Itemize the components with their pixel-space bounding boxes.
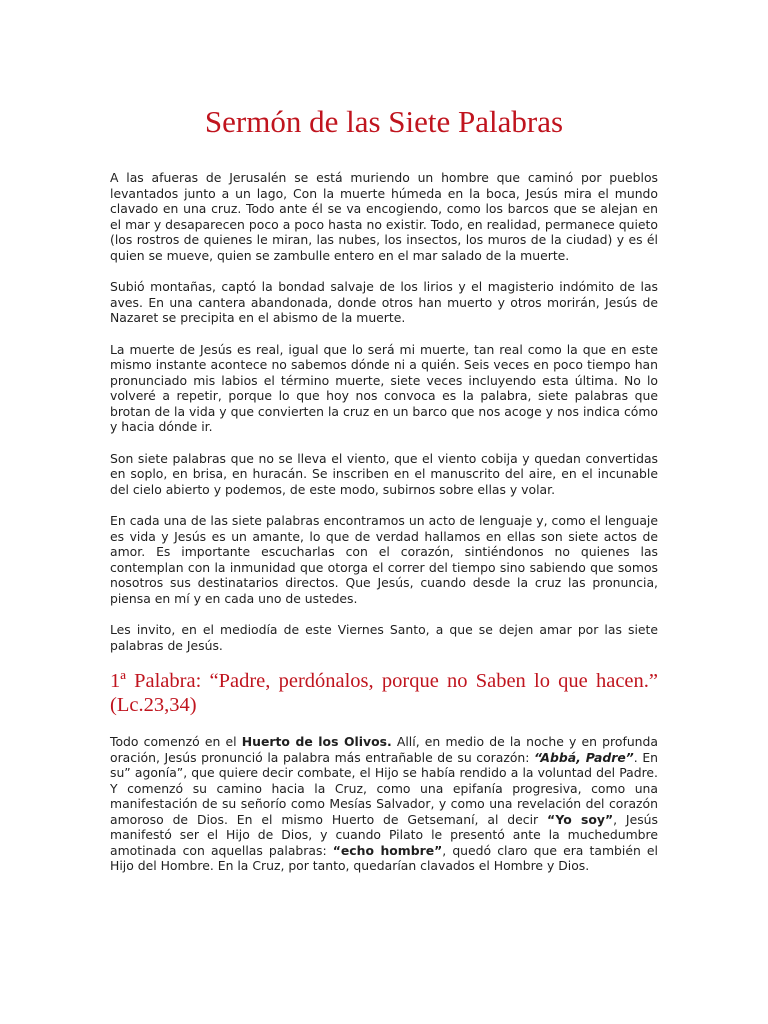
bold-run-echo-hombre: “echo hombre” — [332, 842, 443, 858]
paragraph-2: Subió montañas, captó la bondad salvaje de los lirios y el magisterio indómito de las aves. En una cantera abandonada, donde otros han muerto y otros morirán, Jesús de Nazaret se precipita en el abismo de la muerte. — [110, 279, 658, 325]
paragraph-5: En cada una de las siete palabras encontramos un acto de lenguaje y, como el lenguaje es vida y Jesús es un amante, lo que de verdad hallamos en ellas son siete actos de amor. Es importante escucharlas con el corazón, sintiéndonos no quienes las contemplan con la inmunidad que otorga el correr del tiempo sino sabiendo que somos nosotros sus destinatarios directos. Que Jesús, cuando desde la cruz las pronuncia, piensa en mí y en cada uno de ustedes. — [110, 513, 658, 606]
text-run: , Jesús manifestó ser el Hijo de Dios, y cuando Pilato le presentó ante la muchedumbre amotinada con aquellas palabras: — [110, 811, 658, 858]
bold-run-huerto: Huerto de los Olivos. — [241, 734, 392, 749]
bold-run-abba: “Abbá, Padre” — [534, 749, 634, 765]
paragraph-1: A las afueras de Jerusalén se está muriendo un hombre que caminó por pueblos levantados junto a un lago, Con la muerte húmeda en la boca, Jesús mira el mundo clavado en una cruz. Todo ante él se va encogiendo, como los barcos que se alejan en el mar y desaparecen poco a poco hasta no existir. Todo, en realidad, permanece quieto (los rostros de quienes le miran, las nubes, los insectos, los muros de la ciudad) y es él quien se mueve, quien se zambulle entero en el mar salado de la muerte. — [110, 170, 658, 263]
paragraph-3: La muerte de Jesús es real, igual que lo será mi muerte, tan real como la que en este mismo instante acontece no sabemos dónde ni a quién. Seis veces en poco tiempo han pronunciado mis labios el término muerte, siete veces incluyendo esta última. No lo volveré a repetir, porque lo que hoy nos convoca es la palabra, siete palabras que brotan de la vida y que convierten la cruz en un barco que nos acoge y nos indica cómo y hacia dónde ir. — [110, 341, 658, 434]
section-heading-first-word: 1ª Palabra: “Padre, perdónalos, porque no Saben lo que hacen.” (Lc.23,34) — [110, 670, 658, 716]
paragraph-7 — [110, 734, 658, 874]
text-run: Todo comenzó en el — [110, 734, 242, 749]
document-body — [110, 170, 658, 890]
bold-run-yo-soy: “Yo soy” — [547, 811, 614, 827]
text-run: Allí, en medio de la noche y en profunda oración, Jesús pronunció la palabra más entrañable de su corazón: — [110, 734, 658, 765]
text-run: . En su” agonía”, que quiere decir combate, el Hijo se había rendido a la voluntad del Padre. Y comenzó su camino hacia la Cruz, como una epifanía progresiva, como una manifestación de su señorío como Mesías Salvador, y como una revelación del corazón amoroso de Dios. En el mismo Huerto de Getsemaní, al decir — [110, 749, 659, 827]
paragraph-4: Son siete palabras que no se lleva el viento, que el viento cobija y quedan convertidas en soplo, en brisa, en huracán. Se inscriben en el manuscrito del aire, en el incunable del cielo abierto y podemos, de este modo, subirnos sobre ellas y volar. — [110, 450, 658, 497]
document-title: Sermón de las Siete Palabras — [204, 104, 564, 139]
text-run: , quedó claro que era también el Hijo del Hombre. En la Cruz, por tanto, quedarían clavados el Hombre y Dios. — [110, 842, 658, 873]
paragraph-6: Les invito, en el mediodía de este Viernes Santo, a que se dejen amar por las siete palabras de Jesús. — [110, 622, 658, 653]
